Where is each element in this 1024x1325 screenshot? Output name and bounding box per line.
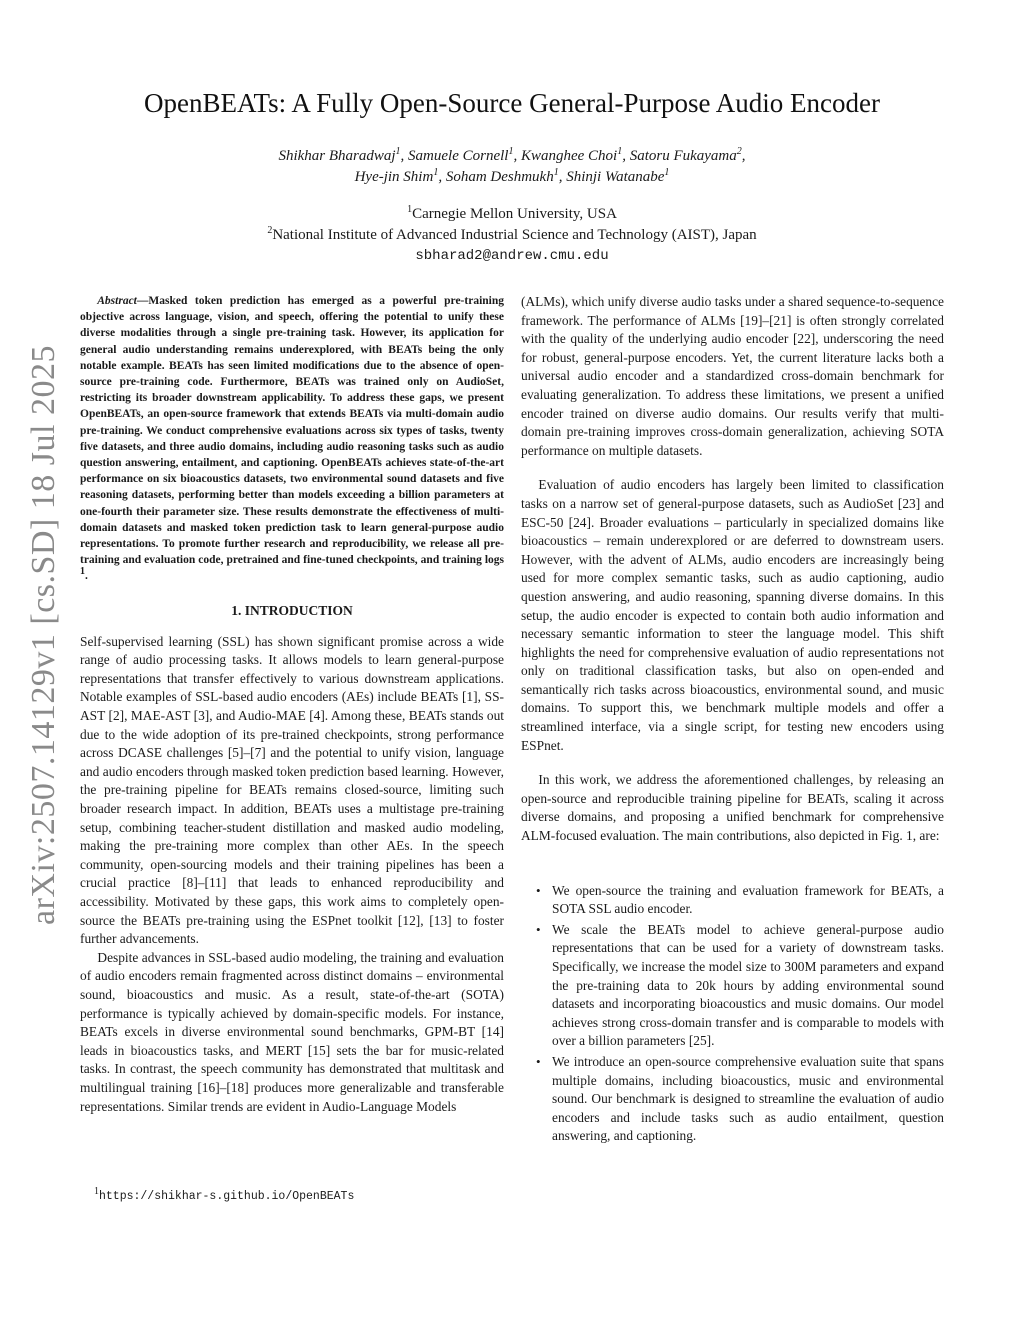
abstract [80,293,504,585]
affiliation-mark: 1 [407,204,413,215]
author-affiliation-mark: 1 [433,167,439,178]
affiliation-text: Carnegie Mellon University, USA [412,206,617,222]
affiliation-line [0,225,1024,246]
intro-paragraph: Evaluation of audio encoders has largely been limited to classification tasks on a narrow set of general-purpose datasets, such as AudioSet [23] and ESC-50 [24]. Broader evaluations – particularly in specialized domains like bioacoustics – remain underexplored or are deferred to downstream users. However, with the advent of ALMs, audio encoders are increasingly being used for more complex semantic tasks, such as audio captioning, audio question answering, and audio reasoning, spanning diverse domains. In this setup, the audio encoder is expected to contain both audio information and necessary semantic information to steer the language model. This shift highlights the need for comprehensive evaluation of audio representations not only on traditional classification tasks, but also on open-ended and semantically rich tasks across bioacoustics, environmental sound, and music domains. To support this, we benchmark multiple models and offer a streamlined interface, via a single script, for testing new encoders using ESPnet. [521,477,944,753]
intro-paragraph: Despite advances in SSL-based audio modeling, the training and evaluation of audio encoders remain fragmented across distinct domains – environmental sound, bioacoustics and music. As a result, state-of-the-art (SOTA) performance is typically achieved by domain-specific models. For instance, BEATs excels in diverse environmental sound benchmarks, GPM-BT [14] leads in bioacoustics tasks, and MERT [15] sets the bar for music-related tasks. In contrast, the speech community has demonstrated that multitask and multilingual training [16]–[18] produces more generalizable and transferable representations. Similar trends are evident in Audio-Language Models [80,949,504,1114]
abstract-text: —Masked token prediction has emerged as a powerful pre-training objective across language, vision, and speech, offering the potential to unify these diverse modalities through a single pre-training task. However, its application for general audio understanding remains underexplored, with BEATs being the only notable example. BEATs has seen limited modifications due to the absence of open-source pre-training code. Furthermore, BEATs was trained only on AudioSet, restricting its broader downstream applicability. To address these gaps, we present OpenBEATs, an open-source framework that extends BEATs via multi-domain audio pre-training. We conduct comprehensive evaluations across six types of tasks, twenty five datasets, and three audio domains, including audio reasoning tasks such as audio question answering, entailment, and captioning. OpenBEATs achieves state-of-the-art performance on six bioacoustics datasets, two environmental sound datasets and five reasoning datasets, performing better than models exceeding a billion parameters at one-fourth their parameter size. These results demonstrate the effectiveness of multi-domain datasets and masked token prediction task to learn general-purpose audio representations. To promote further research and reproducibility, we release all pre-training and evaluation code, pretrained and fine-tuned checkpoints, and training logs [80,295,504,567]
abstract-end: . [85,570,88,583]
contributions-list [521,882,944,1146]
author-list [0,146,1024,188]
footnote-reference[interactable]: 1 [80,566,85,578]
affiliation-line [0,204,1024,225]
author-name: Soham Deshmukh [445,169,554,185]
author-affiliation-mark: 1 [553,167,559,178]
list-item [521,882,944,919]
left-column [80,293,504,1116]
affiliations [0,204,1024,267]
intro-paragraph: In this work, we address the aforementioned challenges, by releasing an open-source and reproducible training pipeline for BEATs, scaling it across diverse domains, and proposing a unified benchmark for comprehensive ALM-focused evaluation. The main contributions, also depicted in Fig. 1, are: [521,772,944,844]
intro-paragraph-continued: (ALMs), which unify diverse audio tasks under a shared sequence-to-sequence framework. The performance of ALMs [19]–[21] is often strongly correlated with the quality of the underlying audio encoder [22], underscoring the need for robust, general-purpose encoders. Yet, the current literature lacks both a universal audio encoder and a standardized cross-domain benchmark for evaluating generalization. To address these limitations, we present a unified encoder trained on diverse audio domains. Our results verify that multi-domain pre-training improves cross-domain generalization, achieving SOTA performance on multiple datasets. [521,294,944,458]
author-name: Shinji Watanabe [566,169,665,185]
author-affiliation-mark: 1 [395,146,401,157]
right-column [521,293,944,1148]
author-affiliation-mark: 1 [617,146,623,157]
author-name: Samuele Cornell [408,148,509,164]
author-affiliation-mark: 2 [736,146,742,157]
author-name: Satoru Fukayama [629,148,737,164]
bullet-icon: • [536,882,541,898]
affiliation-text: National Institute of Advanced Industrial Science and Technology (AIST), Japan [272,227,757,243]
footnote [94,1188,354,1203]
arxiv-identifier-stamp: arXiv:2507.14129v1 [cs.SD] 18 Jul 2025 [25,345,62,925]
paper-title: OpenBEATs: A Fully Open-Source General-Purpose Audio Encoder [144,88,880,118]
author-line-1: Shikhar Bharadwaj$^1$, Samuele Cornell$^1$, Kwanghee Choi$^1$, Satoru Fukayama$^2$, [278,146,746,164]
author-name: Kwanghee Choi [520,148,618,164]
author-name: Shikhar Bharadwaj [278,148,396,164]
section-heading-introduction: 1. INTRODUCTION [231,602,353,618]
author-affiliation-mark: 1 [664,167,670,178]
footnote-mark: 1 [94,1186,99,1197]
project-url-link[interactable]: https://shikhar-s.github.io/OpenBEATs [99,1190,355,1203]
intro-paragraph: Self-supervised learning (SSL) has shown significant promise across a wide range of audio processing tasks. It allows models to learn general-purpose representations that transfer effectively to various downstream applications. Notable examples of SSL-based audio encoders (AEs) include BEATs [1], SS-AST [2], MAE-AST [3], and Audio-MAE [4]. Among these, BEATs stands out due to the wide adoption of its pre-trained checkpoints, strong performance across DCASE challenges [5]–[7] and the potential to unify vision, language and audio encoders through masked token prediction based learning. However, the pre-training pipeline for BEATs remains closed-source, limiting such broader research impact. In addition, BEATs uses a multistage pre-training setup, combining teacher-student distillation and masked audio modeling, making the pre-training more complex than other AEs. In the speech community, open-sourcing models and their training pipelines has been a crucial practice [8]–[11] that leads to enhanced reproducibility and accessibility. Motivated by these gaps, this work aims to completely open-source the BEATs pre-training using the ESPnet toolkit [12], [13] to foster further advancements. [80,633,504,947]
bullet-icon: • [536,921,541,937]
author-affiliation-mark: 1 [508,146,514,157]
bullet-icon: • [536,1053,541,1069]
list-item-text: We open-source the training and evaluation framework for BEATs, a SOTA SSL audio encoder. [552,882,944,917]
abstract-label: Abstract [97,295,137,307]
list-item [521,921,944,1051]
author-line-2: Hye-jin Shim$^1$, Soham Deshmukh$^1$, Shinji Watanabe$^1$ [354,167,670,185]
list-item-text: We scale the BEATs model to achieve general-purpose audio representations that can be used for a variety of downstream tasks. Specifically, we increase the model size to 300M parameters and expand the pre-training data to 20k hours by adding environmental sound datasets and incorporating bioacoustics and music domains. Our model achieves strong cross-domain transfer and is comparable to models with over a billion parameters [25]. [552,921,944,1049]
list-item-text: We introduce an open-source comprehensive evaluation suite that spans multiple domains, including bioacoustics, music and environmental sound. Our benchmark is designed to streamline the evaluation of audio encoders and include tasks such as audio entailment, question answering, and captioning. [552,1053,944,1144]
list-item [521,1053,944,1146]
affiliation-mark: 2 [267,225,273,236]
author-name: Hye-jin Shim [354,169,434,185]
contact-email[interactable]: sbharad2@andrew.cmu.edu [415,248,609,264]
